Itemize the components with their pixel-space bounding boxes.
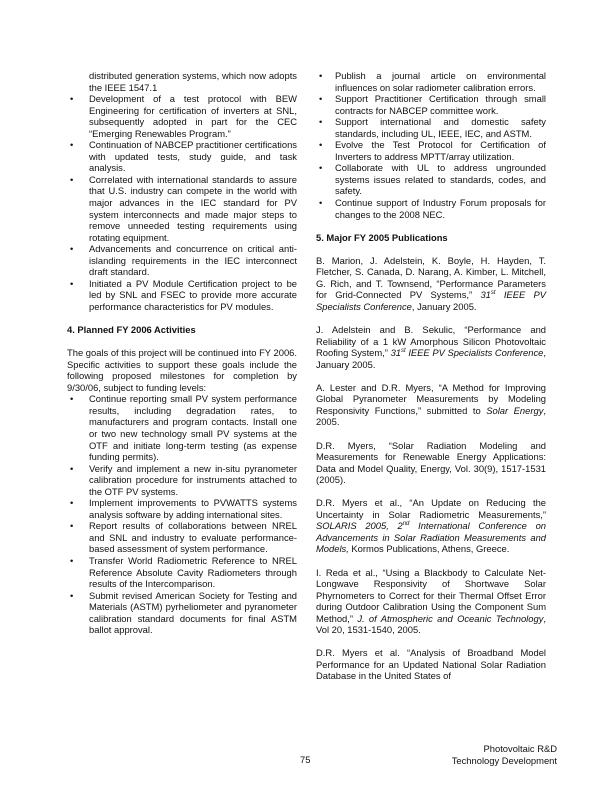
- continued-text: distributed generation systems, which now adopts the IEEE 1547.1: [89, 70, 297, 93]
- list-item: • Transfer World Radiometric Reference to NREL Reference Absolute Cavity Radiometers through results of the Intercomparison.: [70, 554, 297, 590]
- list-item: • Support Practitioner Certification through small contracts for NABCEP committee work.: [319, 93, 546, 116]
- bullet-icon: •: [70, 497, 74, 509]
- bullet-icon: •: [319, 139, 323, 151]
- bullet-icon: •: [70, 139, 74, 151]
- list-item: • Publish a journal article on environmental influences on solar radiometer calibration errors.: [319, 70, 546, 93]
- list-item: • Continuation of NABCEP practitioner certifications with updated tests, study guide, and task analysis.: [70, 139, 297, 174]
- list-item: • Advancements and concurrence on critical anti-islanding requirements in the IEC interconnect draft standard.: [70, 243, 297, 278]
- list-item: • Initiated a PV Module Certification project to be led by SNL and FSEC to provide more accurate performance characteristics for PV modules.: [70, 277, 297, 312]
- bullet-icon: •: [70, 554, 74, 566]
- list-item: • Continue reporting small PV system performance results, including degradation rates, to manufacturers and program contacts. Install one or two new technology small PV systems at the OTF and initiate long-term testing (as expense funding permits).: [70, 393, 297, 463]
- reference-entry: J. Adelstein and B. Sekulic, “Performance and Reliability of a 1 kW Amorphous Silicon Photovoltaic Roofing System,” 31st IEEE PV Specialists Conference, January 2005.: [316, 324, 546, 370]
- bullet-icon: •: [70, 589, 74, 601]
- section-heading-publications: 5. Major FY 2005 Publications: [316, 231, 448, 243]
- planned-activities-list: [67, 393, 297, 635]
- list-item: • Collaborate with UL to address ungrounded systems issues related to standards, codes, and safety.: [319, 162, 546, 197]
- bullet-icon: •: [319, 93, 323, 105]
- section-intro: The goals of this project will be continued into FY 2006. Specific activities to support these goals include the following proposed milestones for completion by 9/30/06, subject to funding levels:: [67, 347, 297, 393]
- list-item: • Support international and domestic safety standards, including UL, IEEE, IEC, and ASTM.: [319, 116, 546, 139]
- bullet-icon: •: [70, 520, 74, 532]
- reference-entry: D.R. Myers, “Solar Radiation Modeling and Measurements for Renewable Energy Applications: Data and Model Quality, Energy, Vol. 30(9), 1517-1531 (2005).: [316, 439, 546, 486]
- list-item: • Report results of collaborations between NREL and SNL and industry to evaluate performance-based assessment of system performance.: [70, 520, 297, 555]
- list-item: • Continue support of Industry Forum proposals for changes to the 2008 NEC.: [319, 197, 546, 220]
- section-heading-planned-activities: 4. Planned FY 2006 Activities: [67, 324, 196, 336]
- list-item: • Verify and implement a new in-situ pyranometer calibration procedure for instruments attached to the OTF PV systems.: [70, 462, 297, 497]
- bullet-icon: •: [319, 197, 323, 209]
- reference-entry: B. Marion, J. Adelstein, K. Boyle, H. Hayden, T. Fletcher, S. Canada, D. Narang, A. Kimber, L. Mitchell, G. Rich, and T. Townsend, “Performance Parameters for Grid-Connected PV Systems,” 31st IEEE PV Specialists Conference, January 2005.: [316, 254, 546, 312]
- reference-entry: D.R. Myers et al. “Analysis of Broadband Model Performance for an Updated National Solar Radiation Database in the United States of: [316, 647, 546, 682]
- list-item: • Implement improvements to PVWATTS systems analysis software by adding international sites.: [70, 497, 297, 520]
- bullet-icon: •: [319, 162, 323, 174]
- planned-activities-list-continued: [316, 70, 546, 220]
- bullet-icon: •: [70, 277, 74, 289]
- right-column: [316, 70, 546, 682]
- page-number: 75: [300, 754, 311, 765]
- footer-title: [452, 743, 557, 766]
- bullet-icon: •: [70, 243, 74, 255]
- list-item: • Evolve the Test Protocol for Certification of Inverters to address MPTT/array utilization.: [319, 139, 546, 162]
- reference-entry: D.R. Myers et al., “An Update on Reducing the Uncertainty in Solar Radiometric Measurements,” SOLARIS 2005, 2nd International Conference on Advancements in Solar Radiation Measurements and Models, Kormos Publications, Athens, Greece.: [316, 497, 546, 555]
- reference-entry: A. Lester and D.R. Myers, “A Method for Improving Global Pyranometer Measurements by Modeling Responsivity Functions,” submitted to Solar Energy, 2005.: [316, 381, 546, 428]
- list-item: • Development of a test protocol with BEW Engineering for certification of inverters at SNL, subsequently adopted in part for the CEC “Emerging Renewables Program.”: [70, 93, 297, 139]
- list-item: • Submit revised American Society for Testing and Materials (ASTM) pyrheliometer and pyranometer calibration standard documents for final ASTM ballot approval.: [70, 589, 297, 636]
- left-column: [67, 70, 297, 636]
- bullet-icon: •: [70, 462, 74, 474]
- bullet-icon: •: [319, 70, 323, 81]
- list-item: • Correlated with international standards to assure that U.S. industry can compete in the world with major advances in the IEC standard for PV system interconnects and made major steps to remove unneeded testing requirements using rotating equipment.: [70, 173, 297, 243]
- bullet-icon: •: [319, 116, 323, 128]
- bullet-icon: •: [70, 393, 74, 405]
- bullet-icon: •: [70, 173, 74, 185]
- bullet-icon: •: [70, 93, 74, 105]
- accomplishments-list: [67, 93, 297, 312]
- footer-title-line2: Technology Development: [451, 754, 557, 766]
- footer-title-line1: Photovoltaic R&D: [483, 743, 557, 754]
- reference-entry: I. Reda et al., “Using a Blackbody to Calculate Net-Longwave Responsivity of Shortwave Solar Phyrnometers to Correct for their Thermal Offset Error during Outdoor Calibration Using the Component Sum Method,” J. of Atmospheric and Oceanic Technology, Vol 20, 1531-1540, 2005.: [316, 566, 546, 636]
